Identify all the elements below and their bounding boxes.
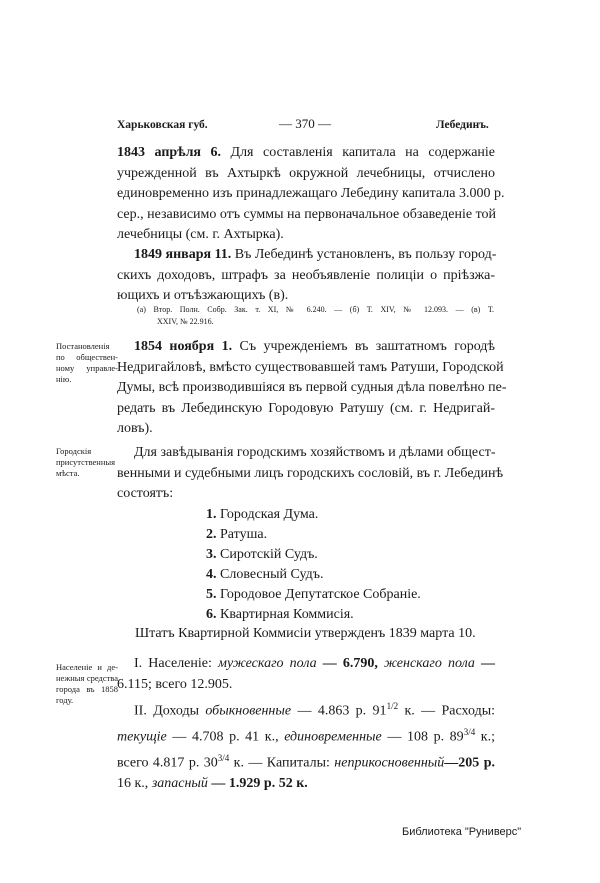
paragraph-population: I. Населеніе: мужескаго пола — 6.790, женскаго пола — 6.115; всего 12.905.: [117, 656, 496, 692]
list-item: 6. Квартирная Коммисія.: [206, 607, 354, 622]
margin-note-population: Населеніе и де- нежныя средства города въ 1858 году.: [56, 662, 118, 705]
date-1849: 1849 января 11.: [134, 247, 232, 262]
date-1854: 1854 ноября 1.: [134, 339, 233, 354]
staff-line: Штатъ Квартирной Коммисіи утвержденъ 1839 марта 10.: [135, 626, 476, 641]
paragraph-1849: 1849 января 11. Въ Лебединѣ установленъ, въ пользу город- скихъ доходовъ, штрафъ за необъявленіе полиціи о пріѣзжа- ющихъ и отъѣзжающихъ (в).: [117, 247, 497, 303]
running-header-town: Лебединъ.: [436, 119, 489, 131]
institutions-list: [206, 505, 421, 625]
paragraph-institutions: Для завѣдыванія городскимъ хозяйствомъ и дѣлами общест- венными и судебными лицъ городскихъ сословій, въ г. Лебединѣ состоятъ:: [117, 445, 504, 501]
library-watermark: Библиотека "Руниверс": [402, 826, 522, 838]
list-item: 4. Словесный Судъ.: [206, 567, 324, 582]
margin-note-governance: Постановленія по обществен- ному управле- нію.: [56, 341, 118, 384]
paragraph-1854: 1854 ноября 1. Съ учрежденіемъ въ заштатномъ городѣ Недригайловѣ, вмѣсто существовавшей тамъ Ратуши, Городской Думы, всѣ производившіяся въ первой судныя дѣла повелѣно пе- редать въ Лебединскую Городовую Ратушу (см. г. Недригай- ловъ).: [117, 339, 507, 436]
paragraph-finances: II. Доходы обыкновенные — 4.863 р. $91^{1/2}$ к. — Расходы: текущіе — 4.708 р. 41 к., единовременные — 108 р. $89^{3/4}$ к.; всего 4.817 р. $30^{3/4}$ к. — Капиталы: неприкосновенный—205 р. 16 к., запасный — 1.929 р. 52 к.: [117, 701, 495, 792]
running-header-province: Харьковская губ.: [117, 119, 208, 131]
footnote: (а) Втор. Полн. Собр. Зак. т. XI, № 6.240. — (б) Т. XIV, № 12.093. — (в) Т. XXIV, № 22.916.: [137, 305, 494, 326]
page-number: — 370 —: [279, 116, 331, 131]
paragraph-1843: 1843 апрѣля 6. Для составленія капитала на содержаніе учрежденной въ Ахтыркѣ окружной лечебницы, отчислено единовременно изъ принадлежащаго Лебедину капитала 3.000 р. сер., независимо отъ суммы на первоначальное обзаведеніе той лечебницы (см. г. Ахтырка).: [117, 145, 505, 242]
list-item: 2. Ратуша.: [206, 527, 268, 542]
margin-note-institutions: Городскія присутственныя мѣста.: [56, 446, 116, 478]
list-item: 1. Городская Дума.: [206, 507, 319, 522]
list-item: 3. Сиротскій Судъ.: [206, 547, 318, 562]
date-1843: 1843 апрѣля 6.: [117, 145, 222, 160]
list-item: 5. Городовое Депутатское Собраніе.: [206, 587, 421, 602]
